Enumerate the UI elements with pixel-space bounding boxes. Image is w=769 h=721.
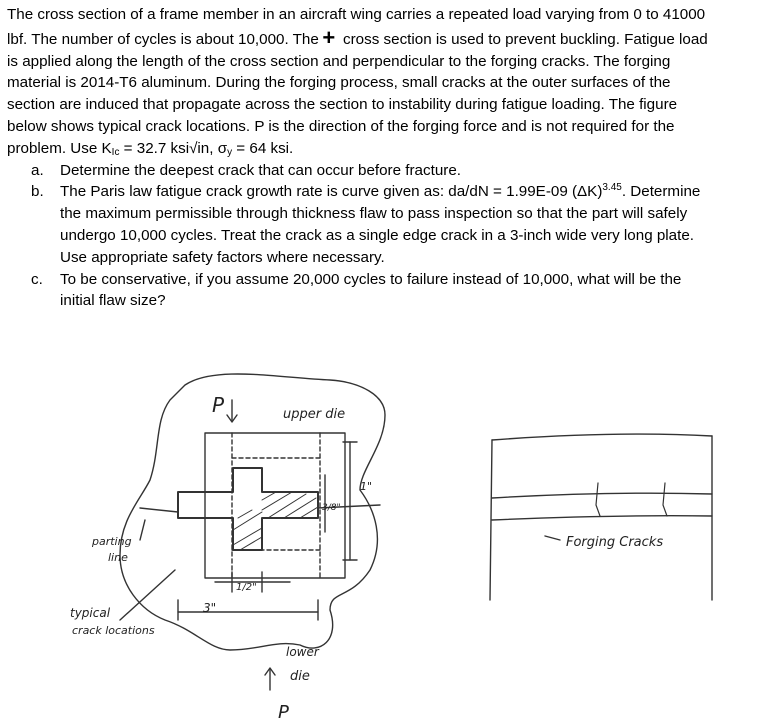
label-three-eighths: 3/8" — [322, 503, 341, 513]
sy-sub: y — [227, 146, 233, 158]
use-post: = 64 ksi. — [232, 139, 294, 157]
label-die: die — [290, 669, 310, 684]
question-b-exponent: 3.45 — [602, 182, 622, 194]
problem-line-1: The cross section of a frame member in an aircraft wing carries a repeated load varying from 0 to 41000 — [7, 6, 706, 23]
label-p-top: P — [212, 393, 225, 417]
label-forging-cracks: Forging Cracks — [566, 535, 664, 550]
use-mid: = 32.7 ksi√in, σ — [119, 139, 228, 157]
problem-line-2-pre: lbf. The number of cycles is about 10,000. The — [7, 30, 319, 48]
label-3in: 3" — [203, 601, 217, 615]
question-b-marker: b. — [31, 183, 44, 201]
question-b-line-4: Use appropriate safety factors where necessary. — [60, 248, 385, 266]
question-b-post: . Determine — [621, 183, 701, 201]
label-vertical-dim: 1" — [360, 480, 373, 493]
label-lower: lower — [286, 645, 319, 659]
kic-sub: Ic — [111, 146, 120, 158]
question-b-line-3: undergo 10,000 cycles. Treat the crack as a single edge crack in a 3-inch wide very long plate. — [60, 226, 695, 244]
problem-line-4: material is 2014-T6 aluminum. During the forging process, small cracks at the outer surfaces of the — [7, 74, 671, 92]
label-typical: typical — [70, 606, 111, 620]
question-b-pre: The Paris law fatigue crack growth rate is curve given as: da/dN = 1.99E-09 (ΔK) — [60, 183, 603, 201]
question-b-line-2: the maximum permissible through thickness flaw to pass inspection so that the part will safely — [60, 205, 688, 223]
hatch-lines — [233, 492, 318, 550]
problem-line-5: section are induced that propagate across the section to instability during fatigue loading. The figure — [7, 96, 678, 114]
label-line: line — [108, 551, 128, 564]
question-a-text: Determine the deepest crack that can occur before fracture. — [60, 161, 461, 179]
label-parting: parting — [92, 535, 132, 548]
label-half-inch: 1/2" — [236, 582, 257, 593]
question-c-line-2: initial flaw size? — [60, 292, 166, 310]
problem-line-6: below shows typical crack locations. P is the direction of the forging force and is not required for the — [7, 117, 675, 135]
label-crack-locations: crack locations — [72, 624, 155, 637]
plus-section-icon: + — [322, 24, 336, 50]
problem-line-2-post: cross section is used to prevent buckling. Fatigue load — [338, 30, 708, 48]
cross-section-outline — [178, 468, 318, 550]
question-c-marker: c. — [31, 270, 43, 288]
problem-line-3: is applied along the length of the cross section and perpendicular to the forging cracks. The forging — [7, 52, 671, 70]
label-upper-die: upper die — [283, 407, 346, 422]
question-a-marker: a. — [31, 161, 44, 179]
question-c-text: To be conservative, if you assume 20,000 cycles to failure instead of 10,000, what will be the — [60, 270, 682, 288]
plate-figure — [490, 434, 712, 600]
use-pre: problem. Use K — [7, 139, 112, 157]
label-p-bottom: P — [278, 702, 289, 721]
